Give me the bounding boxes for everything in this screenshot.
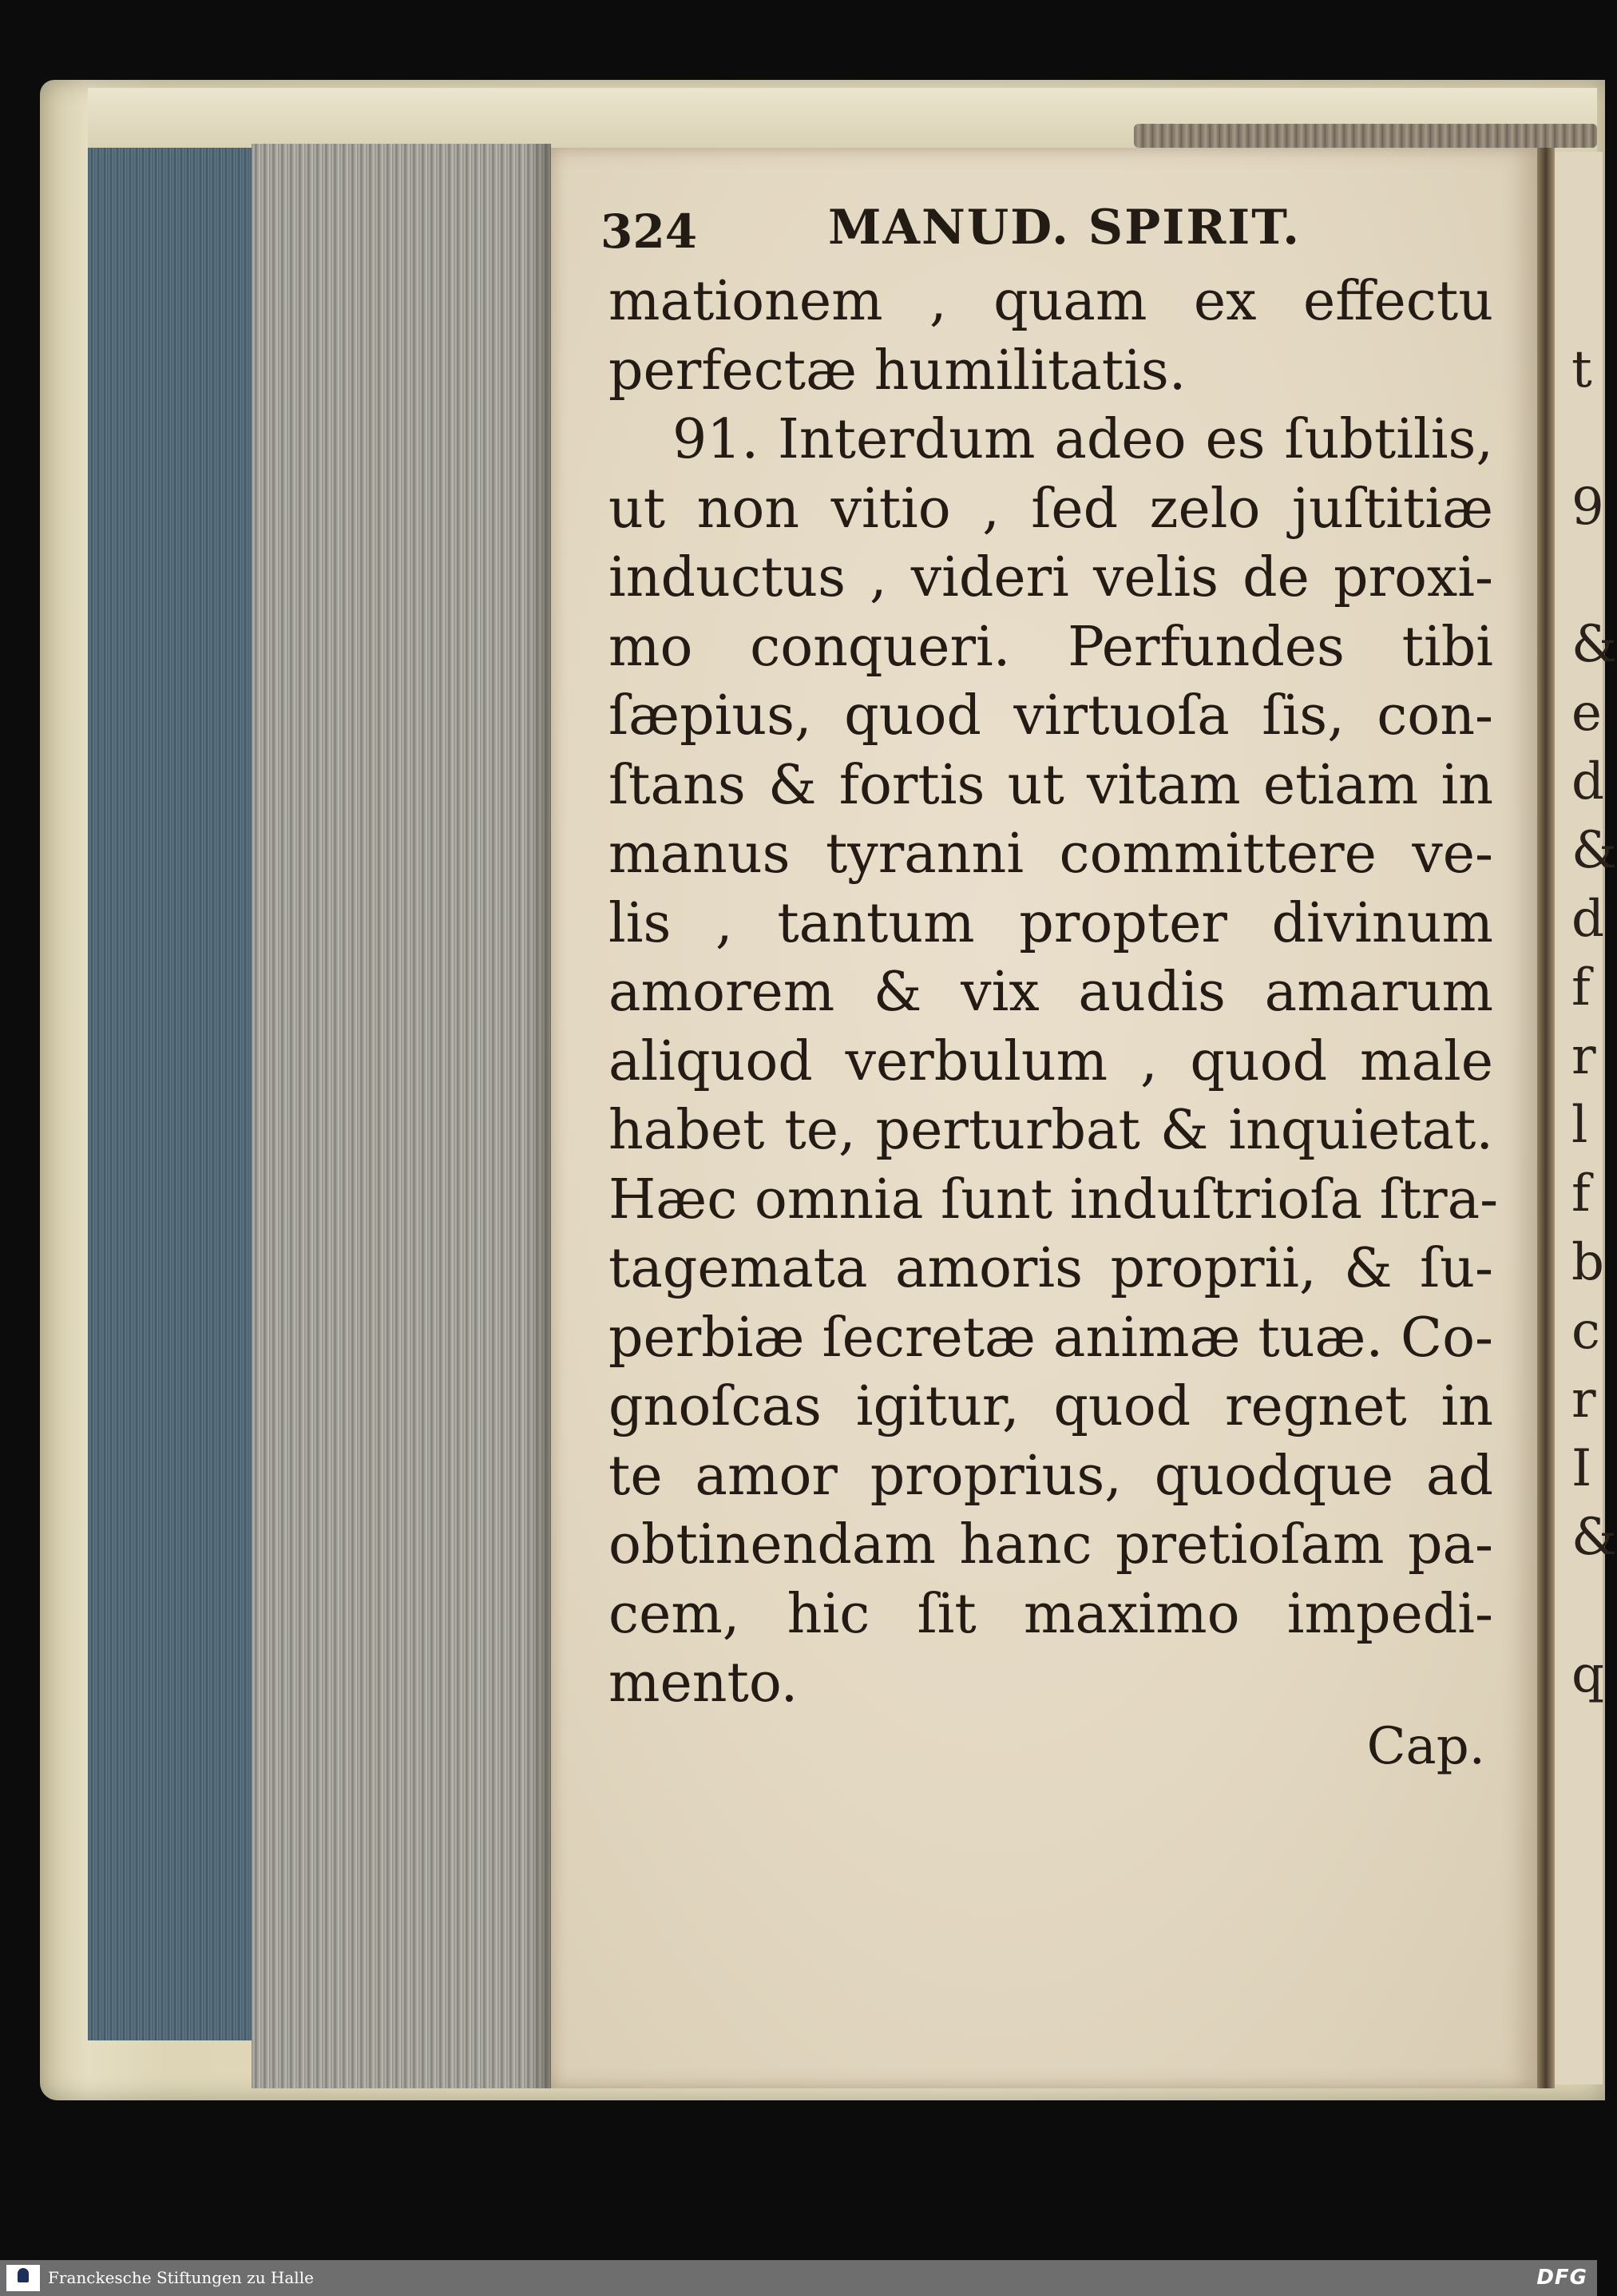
text-line: 91. Interdum adeo es ſubtilis, (672, 408, 1493, 471)
text-line: tagemata amoris proprii, & ſu- (608, 1237, 1493, 1300)
text-line: ut non vitio , ſed zelo juſtitiæ (608, 477, 1493, 541)
facing-page-letter: c (1571, 1302, 1600, 1361)
facing-page-letter (1571, 1572, 1603, 1640)
text-line: perfectæ humilitatis. (608, 339, 1187, 402)
facing-page-letter: 9 (1571, 478, 1604, 537)
text-line: te amor proprius, quodque ad (608, 1444, 1493, 1508)
text-line: cem, hic ſit maximo impedi- (608, 1582, 1493, 1646)
running-title: MANUD. SPIRIT. (828, 200, 1302, 256)
facing-page-letter: I (1571, 1439, 1592, 1498)
text-line: ſtans & fortis ut vitam etiam in (608, 753, 1493, 817)
dfg-logo: DFG (1536, 2266, 1587, 2290)
headband (1134, 124, 1597, 148)
page-number: 324 (600, 204, 698, 259)
body-text (608, 268, 1499, 1719)
facing-page-letter: f (1571, 1164, 1591, 1223)
facing-page-letter: f (1571, 958, 1591, 1017)
facing-page-letter: r (1571, 1370, 1596, 1430)
facing-page-letter: b (1571, 1233, 1604, 1292)
text-line: mo conqueri. Perfundes tibi (608, 615, 1493, 679)
text-line: gnoſcas igitur, quod regnet in (608, 1375, 1493, 1438)
text-line: inductus , videri velis de proxi- (608, 546, 1493, 609)
facing-page-letter: e (1571, 684, 1602, 743)
text-line: perbiæ ſecretæ animæ tuæ. Co- (608, 1306, 1493, 1370)
text-line: obtinendam hanc pretioſam pa- (608, 1513, 1493, 1576)
facing-page-letter: & (1571, 821, 1617, 880)
text-line: habet te, perturbat & inquietat. (608, 1099, 1493, 1162)
facing-page-letter: d (1571, 752, 1604, 811)
gutter (1537, 148, 1555, 2088)
facing-page-letter (1571, 541, 1603, 610)
catchword: Cap. (1366, 1717, 1485, 1776)
facing-page-letter: d (1571, 890, 1604, 949)
page-edges (252, 144, 551, 2088)
facing-page-letter (1571, 404, 1603, 473)
text-line: amorem & vix audis amarum (608, 961, 1493, 1024)
facing-page-letter: l (1571, 1096, 1588, 1155)
facing-page-letters (1571, 335, 1617, 1709)
facing-page-letter: q (1571, 1645, 1604, 1704)
text-line: Hæc omnia ſunt induſtrioſa ſtra- (608, 1168, 1499, 1231)
facing-page-letter: & (1571, 615, 1617, 674)
institution-name: Franckesche Stiftungen zu Halle (48, 2268, 314, 2287)
text-line: mento. (608, 1652, 799, 1715)
text-line: ſæpius, quod virtuoſa ſis, con- (608, 684, 1493, 747)
text-line: lis , tantum propter divinum (608, 891, 1493, 955)
facing-page-letter: t (1571, 340, 1592, 399)
page-edges-colored (88, 148, 260, 2040)
text-line: mationem , quam ex effectu (608, 270, 1493, 333)
facing-page-letter: & (1571, 1508, 1617, 1567)
text-line: manus tyranni committere ve- (608, 823, 1493, 886)
institution-logo-icon (6, 2265, 40, 2291)
text-line: aliquod verbulum , quod male (608, 1029, 1493, 1093)
running-head (600, 200, 1495, 272)
footer-bar (0, 2260, 1597, 2296)
facing-page-letter: r (1571, 1027, 1596, 1086)
